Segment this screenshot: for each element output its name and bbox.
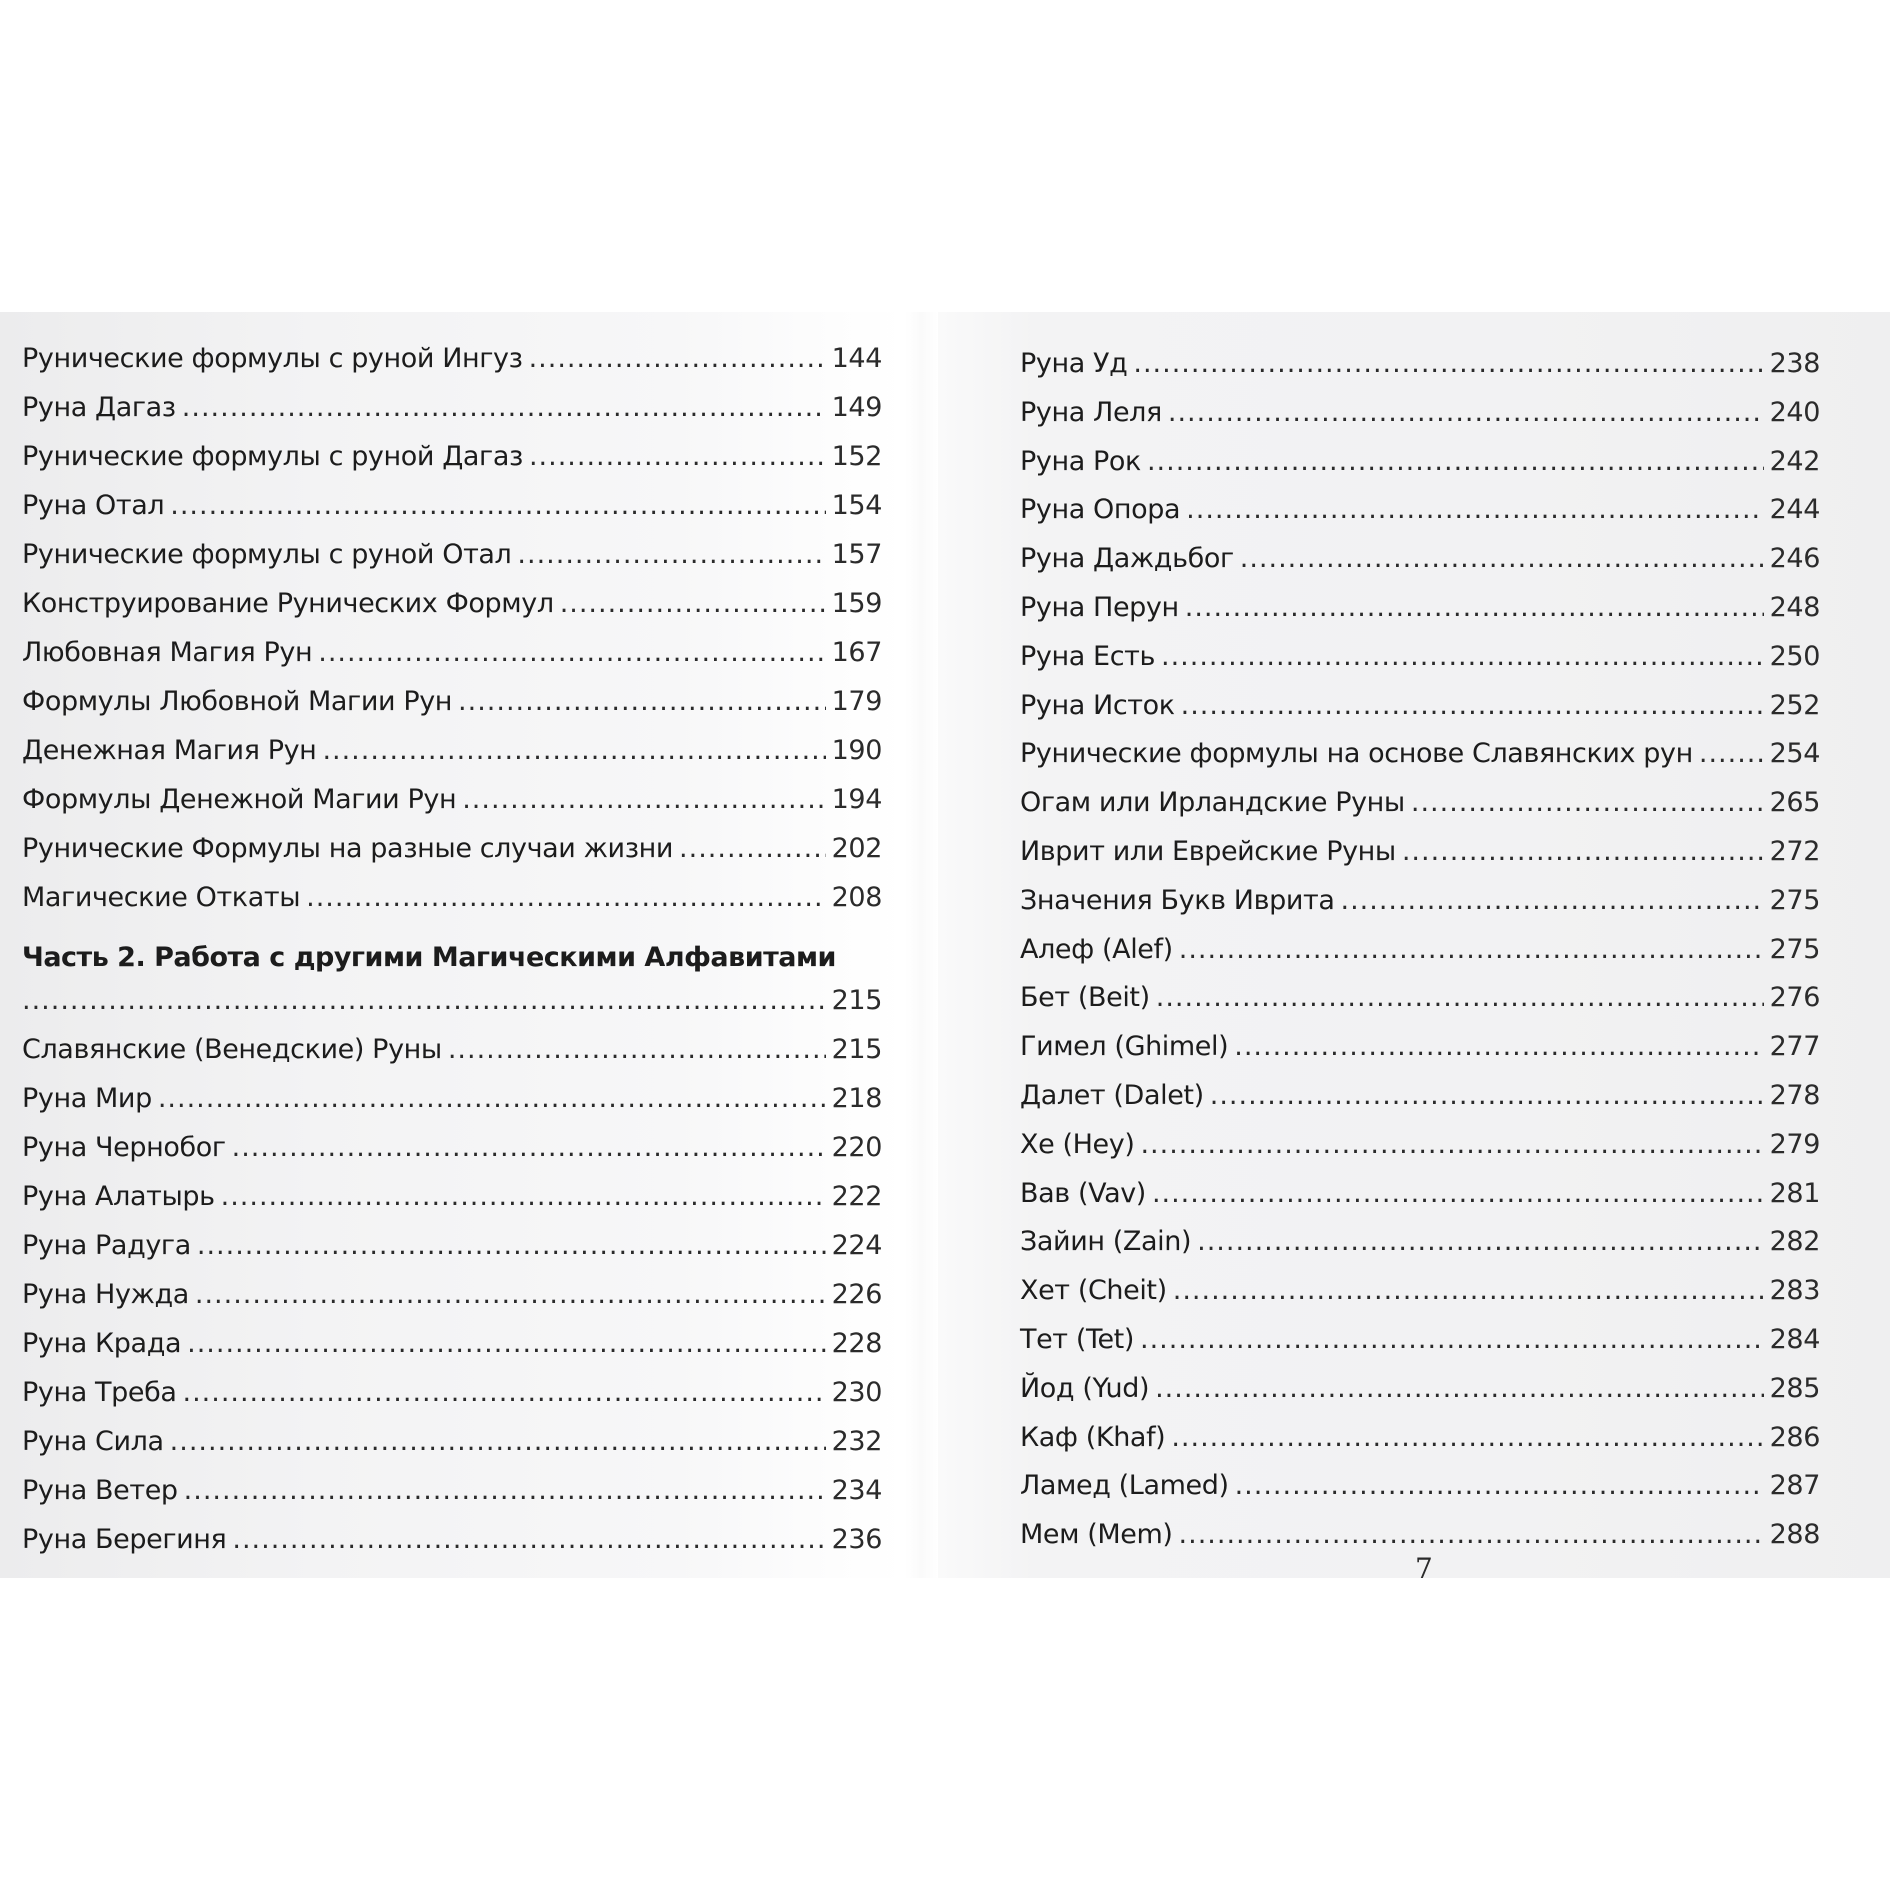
- toc-entry: [22, 334, 882, 383]
- toc-entry-page: 220: [831, 1132, 882, 1163]
- dot-leader: [318, 628, 825, 677]
- dot-leader: [529, 432, 826, 481]
- toc-entry-page: 240: [1769, 396, 1820, 428]
- dot-leader: [1168, 389, 1764, 438]
- toc-entry-page: 159: [831, 588, 882, 619]
- toc-entry-page: 238: [1769, 348, 1820, 379]
- toc-entry-title: Конструирование Рунических Формул: [22, 588, 554, 619]
- toc-entry-title: Рунические формулы с руной Отал: [22, 539, 512, 570]
- dot-leader: [1185, 584, 1764, 633]
- toc-entry-title: Руна Чернобог: [22, 1132, 226, 1163]
- toc-entry-page: 276: [1769, 982, 1820, 1014]
- toc-entry-page: 272: [1769, 835, 1820, 867]
- toc-entry: [1020, 1365, 1820, 1414]
- section-heading-page: 215: [831, 985, 882, 1016]
- dot-leader: [1402, 828, 1764, 877]
- right-page: [938, 312, 1890, 1578]
- toc-entry: [1020, 1316, 1820, 1365]
- toc-list-after-heading: [22, 1025, 882, 1564]
- toc-entry: [22, 1368, 882, 1417]
- toc-entry: [1020, 1121, 1820, 1170]
- toc-entry-title: Руна Уд: [1020, 348, 1128, 379]
- toc-entry-page: 208: [831, 882, 882, 913]
- dot-leader: [1179, 1511, 1764, 1560]
- dot-leader: [182, 383, 826, 432]
- toc-entry: [1020, 926, 1820, 975]
- toc-entry-page: 167: [831, 637, 882, 668]
- toc-entry-page: 194: [831, 784, 882, 815]
- toc-entry-page: 179: [831, 686, 882, 717]
- toc-entry: [22, 383, 882, 432]
- toc-entry-page: 149: [831, 392, 882, 423]
- dot-leader: [1197, 1218, 1764, 1267]
- toc-entry: [22, 530, 882, 579]
- toc-entry-page: 190: [831, 735, 882, 766]
- toc-entry-page: 236: [831, 1524, 882, 1555]
- toc-entry: [1020, 633, 1820, 682]
- toc-entry-title: Рунические формулы с руной Ингуз: [22, 343, 523, 374]
- toc-entry-page: 157: [831, 539, 882, 570]
- toc-entry-page: 279: [1769, 1128, 1820, 1160]
- dot-leader: [1235, 1462, 1764, 1511]
- dot-leader: [187, 1319, 826, 1368]
- dot-leader: [1179, 926, 1764, 975]
- toc-left: [22, 334, 882, 1564]
- toc-entry-title: Значения Букв Иврита: [1020, 884, 1335, 916]
- section-heading-part-2: [22, 938, 882, 978]
- toc-entry-page: 278: [1769, 1079, 1820, 1111]
- dot-leader: [306, 873, 826, 922]
- toc-entry: [1020, 1072, 1820, 1121]
- toc-entry: [22, 1270, 882, 1319]
- dot-leader: [1161, 633, 1764, 682]
- dot-leader: [170, 1417, 826, 1466]
- toc-entry-page: 277: [1769, 1031, 1820, 1063]
- toc-list-before-heading: [22, 334, 882, 922]
- toc-entry-page: 242: [1769, 445, 1820, 477]
- toc-entry: [1020, 486, 1820, 535]
- toc-entry-page: 152: [831, 441, 882, 472]
- dot-leader: [1140, 1316, 1764, 1365]
- toc-entry: [1020, 1414, 1820, 1463]
- toc-entry: [1020, 389, 1820, 438]
- dot-leader: [1240, 535, 1764, 584]
- dot-leader: [1155, 1365, 1764, 1414]
- toc-entry-page: 265: [1769, 787, 1820, 819]
- toc-entry-page: 281: [1769, 1177, 1820, 1209]
- toc-entry: [1020, 779, 1820, 828]
- dot-leader: [170, 481, 825, 530]
- toc-entry-page: 252: [1769, 689, 1820, 721]
- toc-entry-title: Руна Перун: [1020, 591, 1179, 623]
- toc-entry-title: Руна Берегиня: [22, 1524, 227, 1555]
- toc-entry-title: Руна Треба: [22, 1377, 177, 1408]
- dot-leader: [221, 1172, 826, 1221]
- toc-right: [1020, 340, 1820, 1560]
- section-heading-leader-row: [22, 976, 882, 1025]
- page-number: 7: [1415, 1552, 1433, 1585]
- dot-leader: [1340, 877, 1763, 926]
- dot-leader: [1173, 1267, 1764, 1316]
- toc-entry-title: Руна Рок: [1020, 445, 1141, 477]
- toc-entry-title: Славянские (Венедские) Руны: [22, 1034, 442, 1065]
- toc-entry: [1020, 682, 1820, 731]
- dot-leader: [560, 579, 826, 628]
- toc-entry-title: Руна Леля: [1020, 396, 1162, 428]
- toc-entry-title: Руна Отал: [22, 490, 165, 521]
- toc-entry: [22, 432, 882, 481]
- dot-leader: [197, 1221, 826, 1270]
- toc-entry-title: Магические Откаты: [22, 882, 301, 913]
- toc-entry-title: Иврит или Еврейские Руны: [1020, 835, 1396, 867]
- toc-entry-title: Тет (Tet): [1020, 1323, 1134, 1355]
- toc-entry-title: Далет (Dalet): [1020, 1079, 1204, 1111]
- toc-entry-title: Руна Исток: [1020, 689, 1175, 721]
- toc-entry-page: 254: [1769, 738, 1820, 770]
- dot-leader: [1411, 779, 1764, 828]
- toc-entry-page: 154: [831, 490, 882, 521]
- toc-entry: [22, 726, 882, 775]
- toc-entry-page: 246: [1769, 543, 1820, 575]
- toc-entry: [22, 628, 882, 677]
- toc-entry-title: Руна Алатырь: [22, 1181, 215, 1212]
- toc-entry: [22, 1172, 882, 1221]
- toc-entry: [22, 824, 882, 873]
- toc-entry: [1020, 340, 1820, 389]
- toc-entry: [1020, 730, 1820, 779]
- toc-entry: [22, 1319, 882, 1368]
- toc-entry-page: 218: [831, 1083, 882, 1114]
- dot-leader: [1171, 1414, 1763, 1463]
- toc-entry: [1020, 1267, 1820, 1316]
- toc-entry-page: 202: [831, 833, 882, 864]
- dot-leader: [22, 976, 826, 1025]
- toc-entry-title: Алеф (Alef): [1020, 933, 1173, 965]
- dot-leader: [1210, 1072, 1764, 1121]
- toc-entry: [22, 677, 882, 726]
- dot-leader: [1156, 974, 1764, 1023]
- toc-entry-page: 215: [831, 1034, 882, 1065]
- toc-entry-title: Руна Мир: [22, 1083, 152, 1114]
- toc-entry: [22, 1123, 882, 1172]
- toc-entry: [1020, 1218, 1820, 1267]
- dot-leader: [232, 1515, 825, 1564]
- dot-leader: [517, 530, 825, 579]
- toc-entry-page: 244: [1769, 494, 1820, 526]
- toc-entry: [1020, 535, 1820, 584]
- dot-leader: [448, 1025, 826, 1074]
- dot-leader: [1133, 340, 1763, 389]
- toc-entry-page: 232: [831, 1426, 882, 1457]
- toc-entry-page: 250: [1769, 640, 1820, 672]
- toc-entry-title: Ламед (Lamed): [1020, 1470, 1229, 1502]
- dot-leader: [195, 1270, 826, 1319]
- toc-entry: [22, 1417, 882, 1466]
- book-gutter: [905, 312, 938, 1578]
- dot-leader: [1186, 486, 1764, 535]
- dot-leader: [184, 1466, 826, 1515]
- toc-entry-title: Каф (Khaf): [1020, 1421, 1166, 1453]
- dot-leader: [1181, 682, 1764, 731]
- dot-leader: [679, 824, 826, 873]
- toc-entry-page: 288: [1769, 1519, 1820, 1551]
- toc-entry: [22, 873, 882, 922]
- toc-entry-title: Зайин (Zain): [1020, 1226, 1192, 1258]
- toc-entry: [22, 775, 882, 824]
- toc-entry-title: Бет (Beit): [1020, 982, 1150, 1014]
- toc-entry: [22, 1515, 882, 1564]
- toc-entry-title: Руна Нужда: [22, 1279, 189, 1310]
- toc-entry-page: 285: [1769, 1372, 1820, 1404]
- toc-entry-title: Руна Ветер: [22, 1475, 178, 1506]
- toc-entry-title: Руна Даждьбог: [1020, 543, 1234, 575]
- dot-leader: [1152, 1170, 1764, 1219]
- toc-entry-title: Хе (Hey): [1020, 1128, 1135, 1160]
- toc-entry: [1020, 974, 1820, 1023]
- dot-leader: [1140, 1121, 1763, 1170]
- toc-entry-title: Руна Есть: [1020, 640, 1155, 672]
- dot-leader: [1699, 730, 1764, 779]
- toc-entry-title: Хет (Cheit): [1020, 1275, 1167, 1307]
- toc-entry-page: 230: [831, 1377, 882, 1408]
- toc-entry-page: 224: [831, 1230, 882, 1261]
- dot-leader: [322, 726, 825, 775]
- toc-entry-page: 228: [831, 1328, 882, 1359]
- toc-entry: [22, 1221, 882, 1270]
- dot-leader: [462, 775, 825, 824]
- toc-entry-title: Рунические формулы на основе Славянских рун: [1020, 738, 1693, 770]
- toc-entry-title: Руна Крада: [22, 1328, 182, 1359]
- toc-entry-title: Рунические формулы с руной Дагаз: [22, 441, 523, 472]
- dot-leader: [1234, 1023, 1763, 1072]
- toc-entry-page: 286: [1769, 1421, 1820, 1453]
- toc-entry-page: 275: [1769, 933, 1820, 965]
- toc-entry-page: 222: [831, 1181, 882, 1212]
- toc-entry: [1020, 1023, 1820, 1072]
- toc-entry: [1020, 877, 1820, 926]
- toc-entry-title: Формулы Любовной Магии Рун: [22, 686, 453, 717]
- toc-entry-title: Гимел (Ghimel): [1020, 1031, 1229, 1063]
- toc-entry-page: 287: [1769, 1470, 1820, 1502]
- toc-entry: [22, 1025, 882, 1074]
- toc-entry: [1020, 584, 1820, 633]
- toc-entry: [1020, 828, 1820, 877]
- toc-entry-page: 275: [1769, 884, 1820, 916]
- dot-leader: [529, 334, 826, 383]
- toc-entry-title: Вав (Vav): [1020, 1177, 1146, 1209]
- toc-entry: [1020, 438, 1820, 487]
- dot-leader: [182, 1368, 825, 1417]
- toc-entry-title: Любовная Магия Рун: [22, 637, 313, 668]
- toc-entry-title: Руна Опора: [1020, 494, 1181, 526]
- toc-entry: [22, 579, 882, 628]
- toc-entry: [22, 1466, 882, 1515]
- dot-leader: [158, 1074, 826, 1123]
- toc-entry-page: 284: [1769, 1323, 1820, 1355]
- dot-leader: [458, 677, 826, 726]
- toc-entry-page: 144: [831, 343, 882, 374]
- toc-entry-title: Рунические Формулы на разные случаи жизни: [22, 833, 674, 864]
- toc-entry-title: Денежная Магия Рун: [22, 735, 317, 766]
- toc-entry-page: 248: [1769, 591, 1820, 623]
- toc-entry: [22, 481, 882, 530]
- toc-entry-title: Формулы Денежной Магии Рун: [22, 784, 457, 815]
- toc-entry-page: 282: [1769, 1226, 1820, 1258]
- toc-entry-title: Йод (Yud): [1020, 1372, 1150, 1404]
- toc-entry-title: Мем (Mem): [1020, 1519, 1173, 1551]
- toc-entry-page: 226: [831, 1279, 882, 1310]
- book-spread: [0, 312, 1890, 1585]
- dot-leader: [232, 1123, 826, 1172]
- toc-entry-title: Руна Дагаз: [22, 392, 176, 423]
- toc-entry: [1020, 1170, 1820, 1219]
- toc-entry-page: 283: [1769, 1275, 1820, 1307]
- toc-entry-title: Руна Радуга: [22, 1230, 191, 1261]
- toc-entry-title: Огам или Ирландские Руны: [1020, 787, 1405, 819]
- left-page: [0, 312, 905, 1578]
- toc-entry-title: Руна Сила: [22, 1426, 164, 1457]
- toc-entry: [1020, 1462, 1820, 1511]
- toc-entry: [22, 1074, 882, 1123]
- section-heading-title: Часть 2. Работа с другими Магическими Алфавитами: [22, 942, 836, 973]
- toc-entry-page: 234: [831, 1475, 882, 1506]
- dot-leader: [1147, 438, 1764, 487]
